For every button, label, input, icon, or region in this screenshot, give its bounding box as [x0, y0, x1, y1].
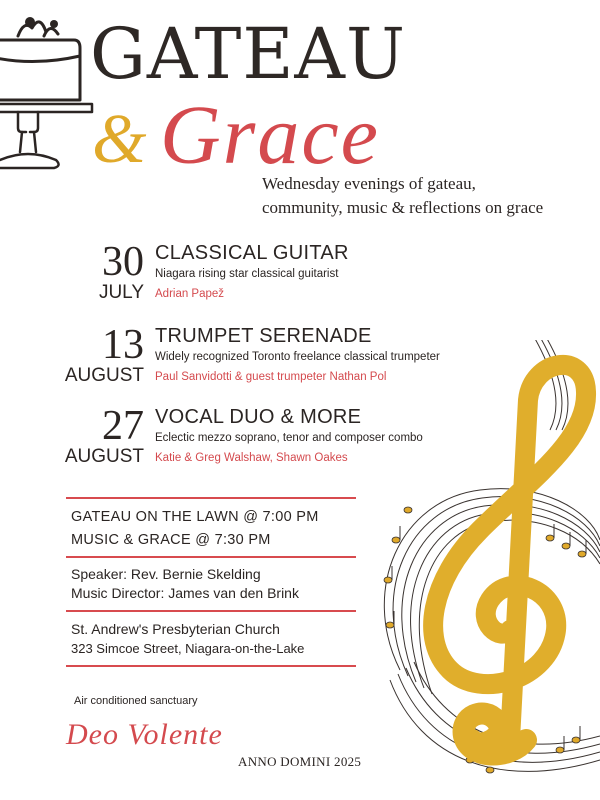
tagline-line-1: Wednesday evenings of gateau, — [262, 174, 476, 193]
tagline — [262, 172, 582, 220]
anno-domini: ANNO DOMINI 2025 — [238, 754, 362, 769]
event-performer: Paul Sanvidotti & guest trumpeter Nathan Pol — [155, 371, 387, 383]
venue-address: 323 Simcoe Street, Niagara-on-the-Lake — [71, 641, 305, 656]
air-conditioned-note: Air conditioned sanctuary — [74, 695, 198, 707]
event-month: JULY — [98, 282, 144, 303]
event-classical-guitar — [56, 240, 516, 312]
event-month: AUGUST — [64, 446, 144, 467]
music-director: Music Director: James van den Brink — [71, 585, 299, 601]
tagline-line-2: community, music & reflections on grace — [262, 198, 544, 217]
event-month: AUGUST — [64, 365, 144, 386]
speaker: Speaker: Rev. Bernie Skelding — [71, 566, 261, 582]
venue-name: St. Andrew's Presbyterian Church — [71, 621, 280, 637]
cake-stand-illustration — [0, 0, 100, 180]
music-time: MUSIC & GRACE @ 7:30 PM — [71, 532, 271, 548]
divider-rule — [66, 665, 356, 667]
deo-volente-script: Deo Volente — [66, 718, 223, 751]
title-grace-script: Grace — [160, 89, 380, 182]
event-performer: Adrian Papež — [155, 288, 225, 300]
divider-rule — [66, 610, 356, 612]
event-description: Widely recognized Toronto freelance classical trumpeter — [155, 351, 440, 363]
event-description: Niagara rising star classical guitarist — [155, 268, 339, 280]
event-day: 27 — [102, 403, 144, 449]
event-name: VOCAL DUO & MORE — [155, 406, 362, 428]
title-ampersand: & — [92, 101, 147, 178]
gateau-time: GATEAU ON THE LAWN @ 7:00 PM — [71, 509, 319, 525]
divider-rule — [66, 556, 356, 558]
event-day: 30 — [102, 239, 144, 285]
title-gateau: GATEAU — [90, 13, 406, 95]
event-day: 13 — [102, 322, 144, 368]
event-description: Eclectic mezzo soprano, tenor and composer combo — [155, 432, 423, 444]
event-name: TRUMPET SERENADE — [155, 325, 372, 347]
divider-rule — [66, 497, 356, 499]
event-performer: Katie & Greg Walshaw, Shawn Oakes — [155, 452, 348, 464]
event-name: CLASSICAL GUITAR — [155, 242, 349, 264]
treble-clef-illustration — [360, 340, 600, 800]
